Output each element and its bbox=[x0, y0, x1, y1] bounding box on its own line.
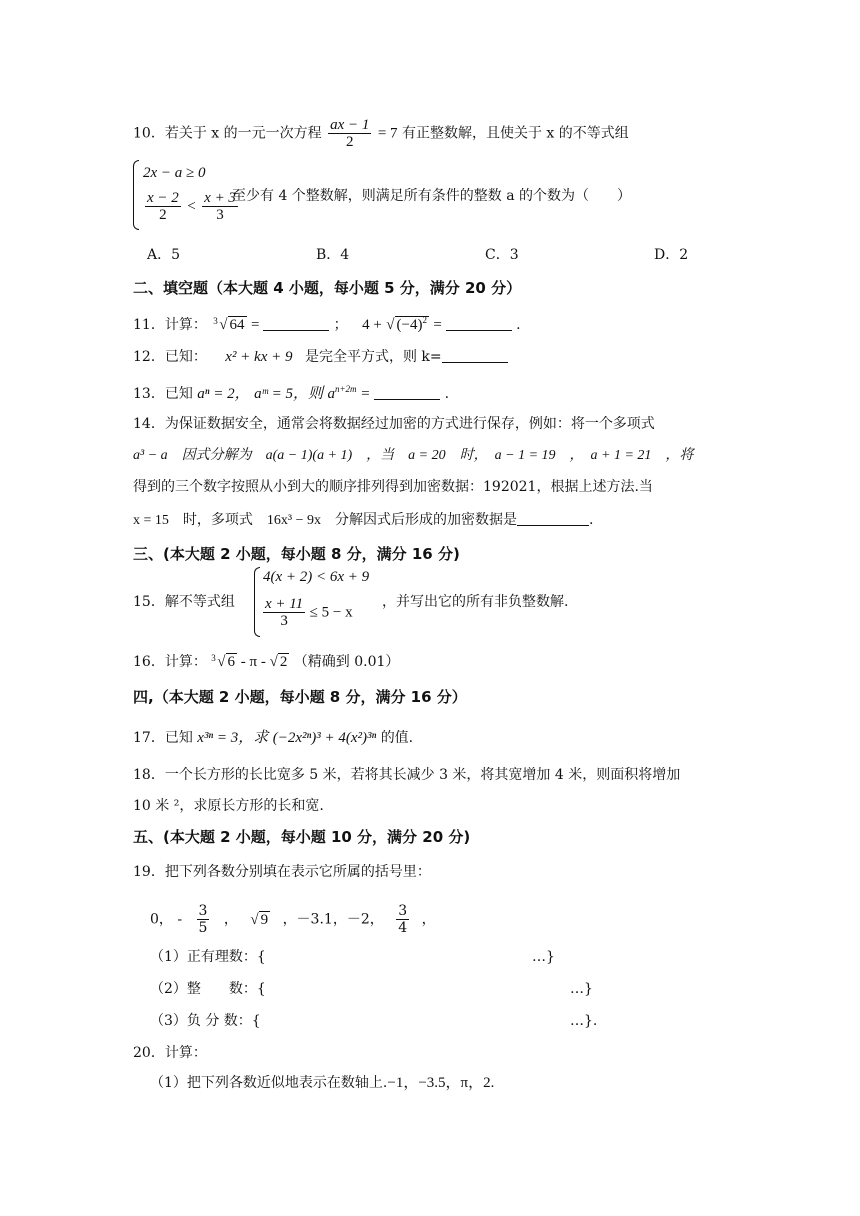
q10-option-b: B．4 bbox=[316, 247, 350, 263]
q12: 12．已知： x² + kx + 9 是完全平方式，则 k= bbox=[133, 347, 508, 367]
q18-line2: 10 米 ²，求原长方形的长和宽. bbox=[133, 798, 324, 814]
q17: 17．已知 x³ⁿ = 3，求 (−2x²ⁿ)³ + 4(x²)³ⁿ 的值. bbox=[133, 730, 414, 746]
q14-line1: 14．为保证数据安全，通常会将数据经过加密的方式进行保存，例如：将一个多项式 bbox=[133, 416, 655, 432]
q10-system-ineq1: 2x − a ≥ 0 bbox=[143, 165, 206, 181]
q14-line2: a³ − a 因式分解为 a(a − 1)(a + 1) ，当 a = 20 时， a − 1 = 19 ， a + 1 = 21 ，将 bbox=[133, 448, 694, 463]
q19-intro: 19．把下列各数分别填在表示它所属的括号里： bbox=[133, 864, 431, 880]
q14-line3: 得到的三个数字按照从小到大的顺序排列得到加密数据：192021，根据上述方法.当 bbox=[133, 479, 653, 495]
q14-line4: x = 15 时，多项式 16x³ − 9x 分解因式后形成的加密数据是 . bbox=[133, 512, 594, 528]
q10-system-brace bbox=[133, 160, 139, 230]
q19-row-positive-rational: （1）正有理数：{ bbox=[150, 949, 266, 965]
q10-condition: 至少有 4 个整数解，则满足所有条件的整数 a 的个数为（ ） bbox=[232, 188, 632, 204]
q11-answer-blank-2[interactable] bbox=[446, 316, 512, 331]
q15-system-ineq1: 4(x + 2) < 6x + 9 bbox=[263, 569, 370, 585]
q11: 11．计算： 3 √ 64 = ； 4 + √ $(-4)^2$ = . bbox=[133, 315, 521, 333]
q12-answer-blank[interactable] bbox=[442, 348, 508, 363]
q13-answer-blank[interactable] bbox=[374, 385, 440, 400]
q10-option-a: A．5 bbox=[147, 247, 181, 263]
section5-title: 五、(本大题 2 小题，每小题 10 分，满分 20 分) bbox=[133, 828, 471, 846]
q19-row-negative-fraction: （3）负 分 数：{ bbox=[150, 1013, 261, 1029]
q10-equation-fraction: $\frac{ax - 1}{2}$ bbox=[330, 117, 370, 150]
q11-answer-blank-1[interactable] bbox=[263, 316, 329, 331]
q19-row-negative-fraction-end: …}. bbox=[570, 1013, 598, 1029]
q10-option-c: C．3 bbox=[485, 247, 519, 263]
q10-system-ineq2: $\frac{x - 2}{2}$ < $\frac{x + 3}{3}$ bbox=[147, 190, 236, 223]
q20-part1: （1）把下列各数近似地表示在数轴上.−1，−3.5，π，2. bbox=[150, 1075, 495, 1091]
q13: 13．已知 aⁿ = 2， aᵐ = 5，则 $a^{n+2m}$ = . bbox=[133, 384, 450, 402]
q10-line1: 10．若关于 x 的一元一次方程 $\frac{ax - 1}{2}$ = 7 有正整数解，且使关于 x 的不等式组 bbox=[133, 117, 629, 150]
section4-title: 四,（本大题 2 小题，每小题 8 分，满分 16 分） bbox=[133, 688, 467, 706]
q19-numbers: 0， - $\frac{3}{5}$ ， √ 9 ，－3.1，－2， $\frac{3}{4}$ ， bbox=[150, 903, 436, 936]
q18-line1: 18．一个长方形的长比宽多 5 米，若将其长减少 3 米，将其宽增加 4 米，则面积将增加 bbox=[133, 767, 681, 783]
q20-intro: 20．计算： bbox=[133, 1045, 207, 1061]
q14-answer-blank[interactable] bbox=[517, 511, 589, 526]
section2-title: 二、填空题（本大题 4 小题，每小题 5 分，满分 20 分） bbox=[133, 279, 522, 297]
q15-system-brace bbox=[254, 567, 260, 637]
q19-row-integer-end: …} bbox=[570, 981, 593, 997]
q19-row-integer: （2）整 数：{ bbox=[150, 981, 266, 997]
q16: 16．计算： 3 √ 6 - π - √ 2 （精确到 0.01） bbox=[133, 653, 400, 670]
q15-system-ineq2: $\frac{x + 11}{3}$ ≤ 5 − x bbox=[265, 596, 353, 629]
q19-row-positive-rational-end: …} bbox=[532, 949, 555, 965]
q15-label: 15．解不等式组 bbox=[133, 594, 235, 610]
q10-option-d: D．2 bbox=[654, 247, 689, 263]
section3-title: 三、(本大题 2 小题，每小题 8 分，满分 16 分) bbox=[133, 545, 460, 563]
q15-tail: ，并写出它的所有非负整数解. bbox=[382, 594, 569, 610]
